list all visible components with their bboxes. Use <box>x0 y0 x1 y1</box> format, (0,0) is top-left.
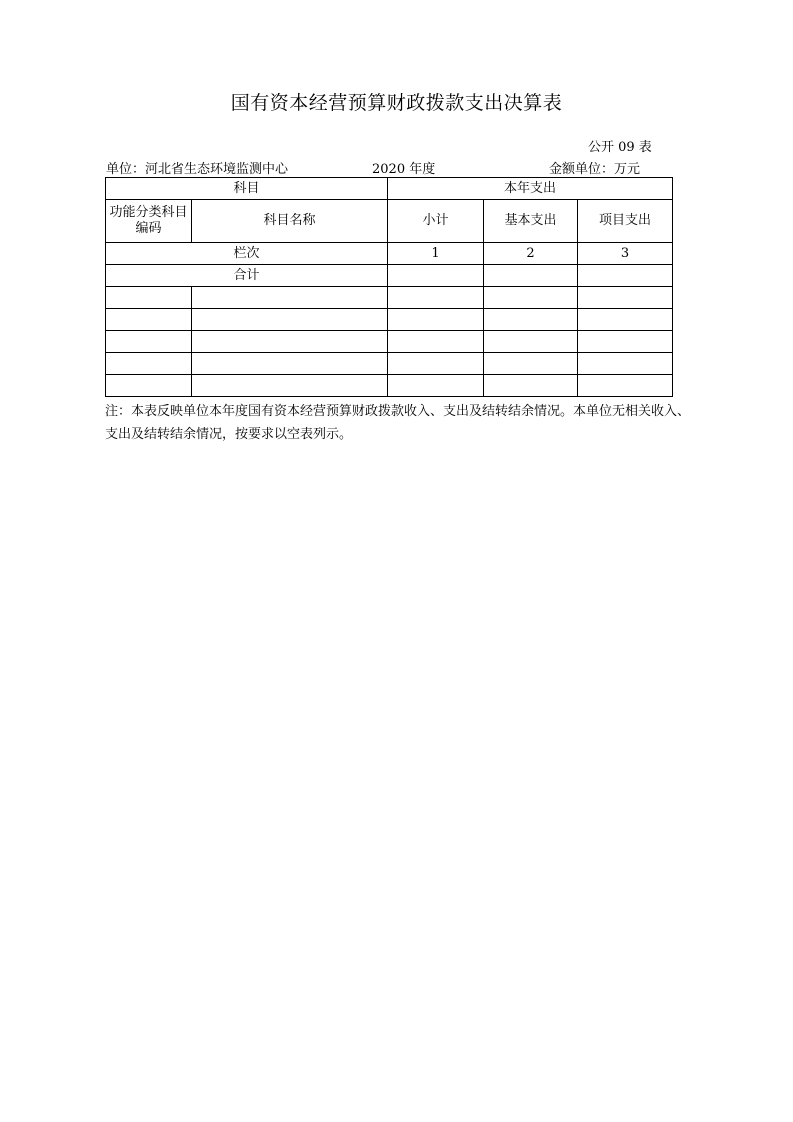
table-cell <box>578 353 673 375</box>
table-cell <box>388 287 484 309</box>
header-subtotal: 小计 <box>388 200 484 243</box>
table-cell <box>484 287 578 309</box>
header-function-code: 功能分类科目编码 <box>106 200 192 243</box>
table-cell <box>578 375 673 397</box>
table-cell <box>106 353 192 375</box>
table-subheader-row <box>106 200 673 243</box>
header-subject: 科目 <box>106 178 388 200</box>
total-project-cell <box>578 265 673 287</box>
total-row <box>106 265 673 287</box>
header-project-expenditure: 项目支出 <box>578 200 673 243</box>
table-row <box>106 331 673 353</box>
table-cell <box>106 331 192 353</box>
table-cell <box>578 331 673 353</box>
column-index-row <box>106 243 673 265</box>
table-cell <box>388 331 484 353</box>
table-row <box>106 309 673 331</box>
header-basic-expenditure: 基本支出 <box>484 200 578 243</box>
total-basic-cell <box>484 265 578 287</box>
total-subtotal-cell <box>388 265 484 287</box>
column-index-value: 3 <box>578 243 673 265</box>
table-cell <box>484 309 578 331</box>
total-label: 合计 <box>106 265 388 287</box>
table-cell <box>192 353 388 375</box>
table-row <box>106 287 673 309</box>
form-code: 公开 09 表 <box>588 140 652 155</box>
table-cell <box>192 331 388 353</box>
table-cell <box>578 309 673 331</box>
table-cell <box>192 375 388 397</box>
reporting-unit: 单位：河北省生态环境监测中心 <box>106 162 289 177</box>
amount-unit: 金额单位：万元 <box>549 162 641 177</box>
table-row <box>106 353 673 375</box>
column-index-value: 1 <box>388 243 484 265</box>
header-current-year-expenditure: 本年支出 <box>388 178 673 200</box>
fiscal-year: 2020 年度 <box>372 162 436 177</box>
table-cell <box>388 353 484 375</box>
table-cell <box>106 375 192 397</box>
column-index-value: 2 <box>484 243 578 265</box>
table-cell <box>484 331 578 353</box>
page-title: 国有资本经营预算财政拨款支出决算表 <box>230 92 563 114</box>
table-cell <box>192 287 388 309</box>
table-cell <box>578 287 673 309</box>
table-cell <box>388 375 484 397</box>
header-subject-name: 科目名称 <box>192 200 388 243</box>
table-cell <box>192 309 388 331</box>
table-cell <box>106 287 192 309</box>
table-cell <box>484 353 578 375</box>
table-header-row <box>106 178 673 200</box>
column-index-label: 栏次 <box>106 243 388 265</box>
table-cell <box>388 309 484 331</box>
table-footnote: 注：本表反映单位本年度国有资本经营预算财政拨款收入、支出及结转结余情况。本单位无相关收入、支出及结转结余情况，按要求以空表列示。 <box>105 404 691 442</box>
table-cell <box>106 309 192 331</box>
expenditure-table <box>105 177 673 397</box>
table-cell <box>484 375 578 397</box>
table-row <box>106 375 673 397</box>
